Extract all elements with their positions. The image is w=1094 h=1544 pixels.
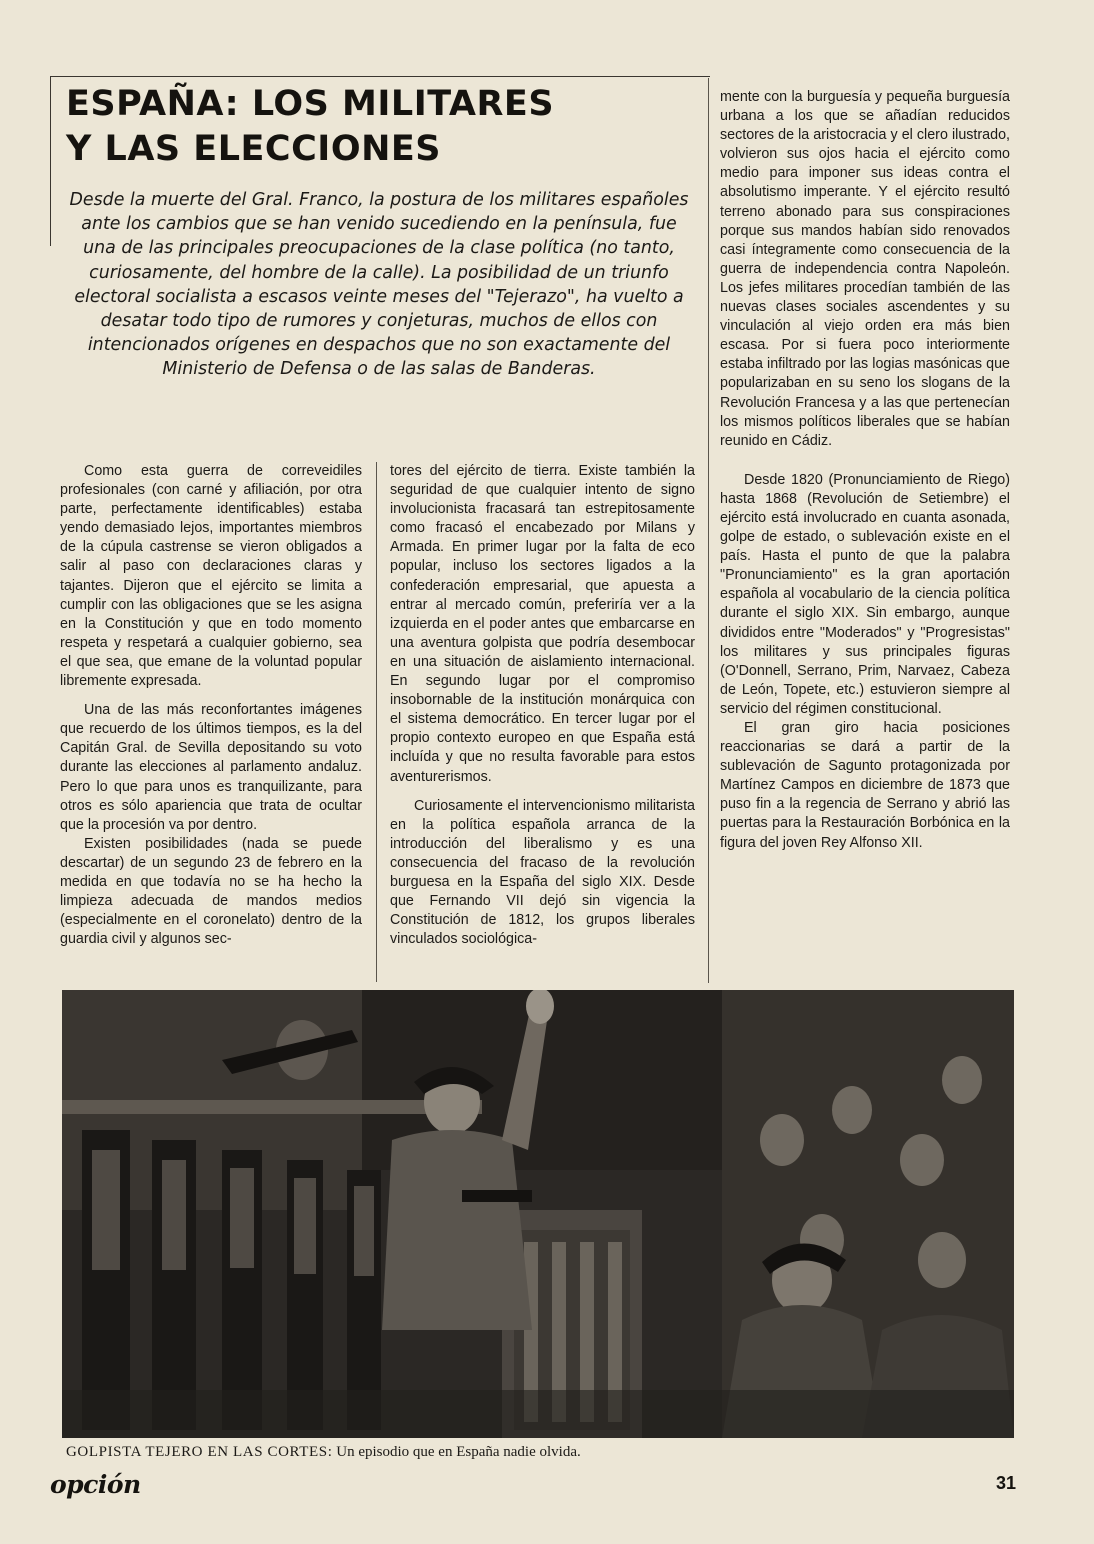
article-lead: Desde la muerte del Gral. Franco, la postura de los militares españoles ante los cambios que se han venido sucediendo en la península, fue una de las principales preocupaciones de la clase política (no tanto, curiosamente, del hombre de la calle). La posibilidad de un triunfo electoral socialista a escasos veinte meses del "Tejerazo", ha vuelto a desatar todo tipo de rumores y conjeturas, muchos de ellos con intencionados orígenes en despachos que no son exactamente del Ministerio de Defensa o de las salas de Banderas. <box>69 190 689 380</box>
col3-paragraph-3: El gran giro hacia posiciones reaccionarias se dará a partir de la sublevación de Sagunto protagonizada por Martínez Campos en diciembre de 1873 que puso fin a la regencia de Serrano y abrió las puertas para la Restauración Borbónica en la figura del joven Rey Alfonso XII. <box>720 720 1010 851</box>
col2-paragraph-2: Curiosamente el intervencionismo militarista en la política española arranca de la introducción del liberalismo y es una consecuencia del fracaso de la revolución burguesa en la España del siglo XIX. Desde que Fernando VII dejó sin vigencia la Constitución de 1812, los grupos liberales vinculados sociológica- <box>390 797 695 948</box>
column-rule-right <box>708 78 709 983</box>
column-rule-left <box>376 462 377 982</box>
col3-paragraph-1: mente con la burguesía y pequeña burguesía urbana a los que se añadían reducidos sectores de la aristocracia y el clero ilustrado, volvieron sus ojos hacia el ejército como medio para imponer sus ideas contra el absolutismo imperante. Y el ejército resultó terreno abonado para sus conspiraciones porque sus mandos habían sido renovados casi íntegramente como consecuencia de la guerra de independencia contra Napoleón. Los jefes militares procedían también de las nuevas clases sociales ascendentes y su vinculación al viejo orden era más bien escasa. Por si fuera poco interiormente estaba infiltrado por las logias masónicas que popularizaban en su seno los slogans de la Revolución Francesa y a las que pertenecían los mismos políticos liberales que se habían reunido en Cádiz. <box>720 89 1010 449</box>
magazine-logo: opción <box>50 1470 141 1499</box>
press-photo-illustration <box>62 990 1014 1438</box>
column-1 <box>60 462 362 949</box>
col2-paragraph-1: tores del ejército de tierra. Existe también la seguridad de que cualquier intento de signo involucionista fracasará tan estrepitosamente como fracasó el encabezado por Milans y Armada. En primer lugar por la falta de eco popular, incluso los sectores ligados a la confederación empresarial, que apuesta a entrar al mercado común, preferiría ver a la izquierda en el poder antes que embarcarse en una aventura golpista que podría desembocar en una situación de aislamiento internacional. En segundo lugar por el compromiso insobornable de la institución monárquica con el sistema democrático. En tercer lugar por el propio contexto europeo en que España está incluída y que no resulta favorable para estos aventurerismos. <box>390 463 695 785</box>
caption-text: Un episodio que en España nadie olvida. <box>336 1444 581 1460</box>
article-title <box>66 82 696 172</box>
title-line-1: ESPAÑA: LOS MILITARES <box>66 84 555 124</box>
column-3 <box>720 88 1010 853</box>
photo-caption <box>66 1442 1006 1462</box>
title-line-2: Y LAS ELECCIONES <box>66 129 441 169</box>
column-2 <box>390 462 695 949</box>
col1-paragraph-3: Existen posibilidades (nada se puede descartar) de un segundo 23 de febrero en la medida en que todavía no se ha hecho la limpieza adecuada de mandos medios (especialmente en el coronelato) dentro de la guardia civil y algunos sec- <box>60 835 362 948</box>
col1-paragraph-1: Como esta guerra de correveidiles profesionales (con carné y afiliación, por otra parte, perfectamente identificables) estaba yendo demasiado lejos, importantes miembros de la cúpula castrense se vieron obligados a salir al paso con declaraciones claras y tajantes. Dijeron que el ejército se limita a cumplir con las obligaciones que se les asigna en la Constitución y que en todo momento respeta y respetará a cualquier gobierno, sea el que sea, que emane de la voluntad popular libremente expresada. <box>60 463 362 690</box>
page-number: 31 <box>996 1473 1017 1493</box>
header-frame-left <box>50 76 51 246</box>
header-frame-top <box>50 76 710 77</box>
col3-paragraph-2: Desde 1820 (Pronunciamiento de Riego) hasta 1868 (Revolución de Setiembre) el ejército está involucrado en cuanta asonada, golpe de estado, o sublevación existe en el país. Hasta el punto de que la palabra "Pronunciamiento" es la gran aportación española al vocabulario de la ciencia política durante el siglo XIX. Sin embargo, aunque divididos entre "Moderados" y "Progresistas" los militares y sus principales figuras (O'Donnell, Serrano, Prim, Narvaez, Cabeza de León, Topete, etc.) estuvieron siempre al servicio del régimen constitucional. <box>720 471 1010 717</box>
caption-head: GOLPISTA TEJERO EN LAS CORTES: <box>66 1444 333 1460</box>
col1-paragraph-2: Una de las más reconfortantes imágenes que recuerdo de los últimos tiempos, es la del Capitán Gral. de Sevilla depositando su voto durante las elecciones al parlamento andaluz. Pero lo que para unos es tranquilizante, para otros es sólo apariencia que trata de ocultar que la procesión va por dentro. <box>60 702 362 833</box>
press-photo <box>62 990 1014 1438</box>
